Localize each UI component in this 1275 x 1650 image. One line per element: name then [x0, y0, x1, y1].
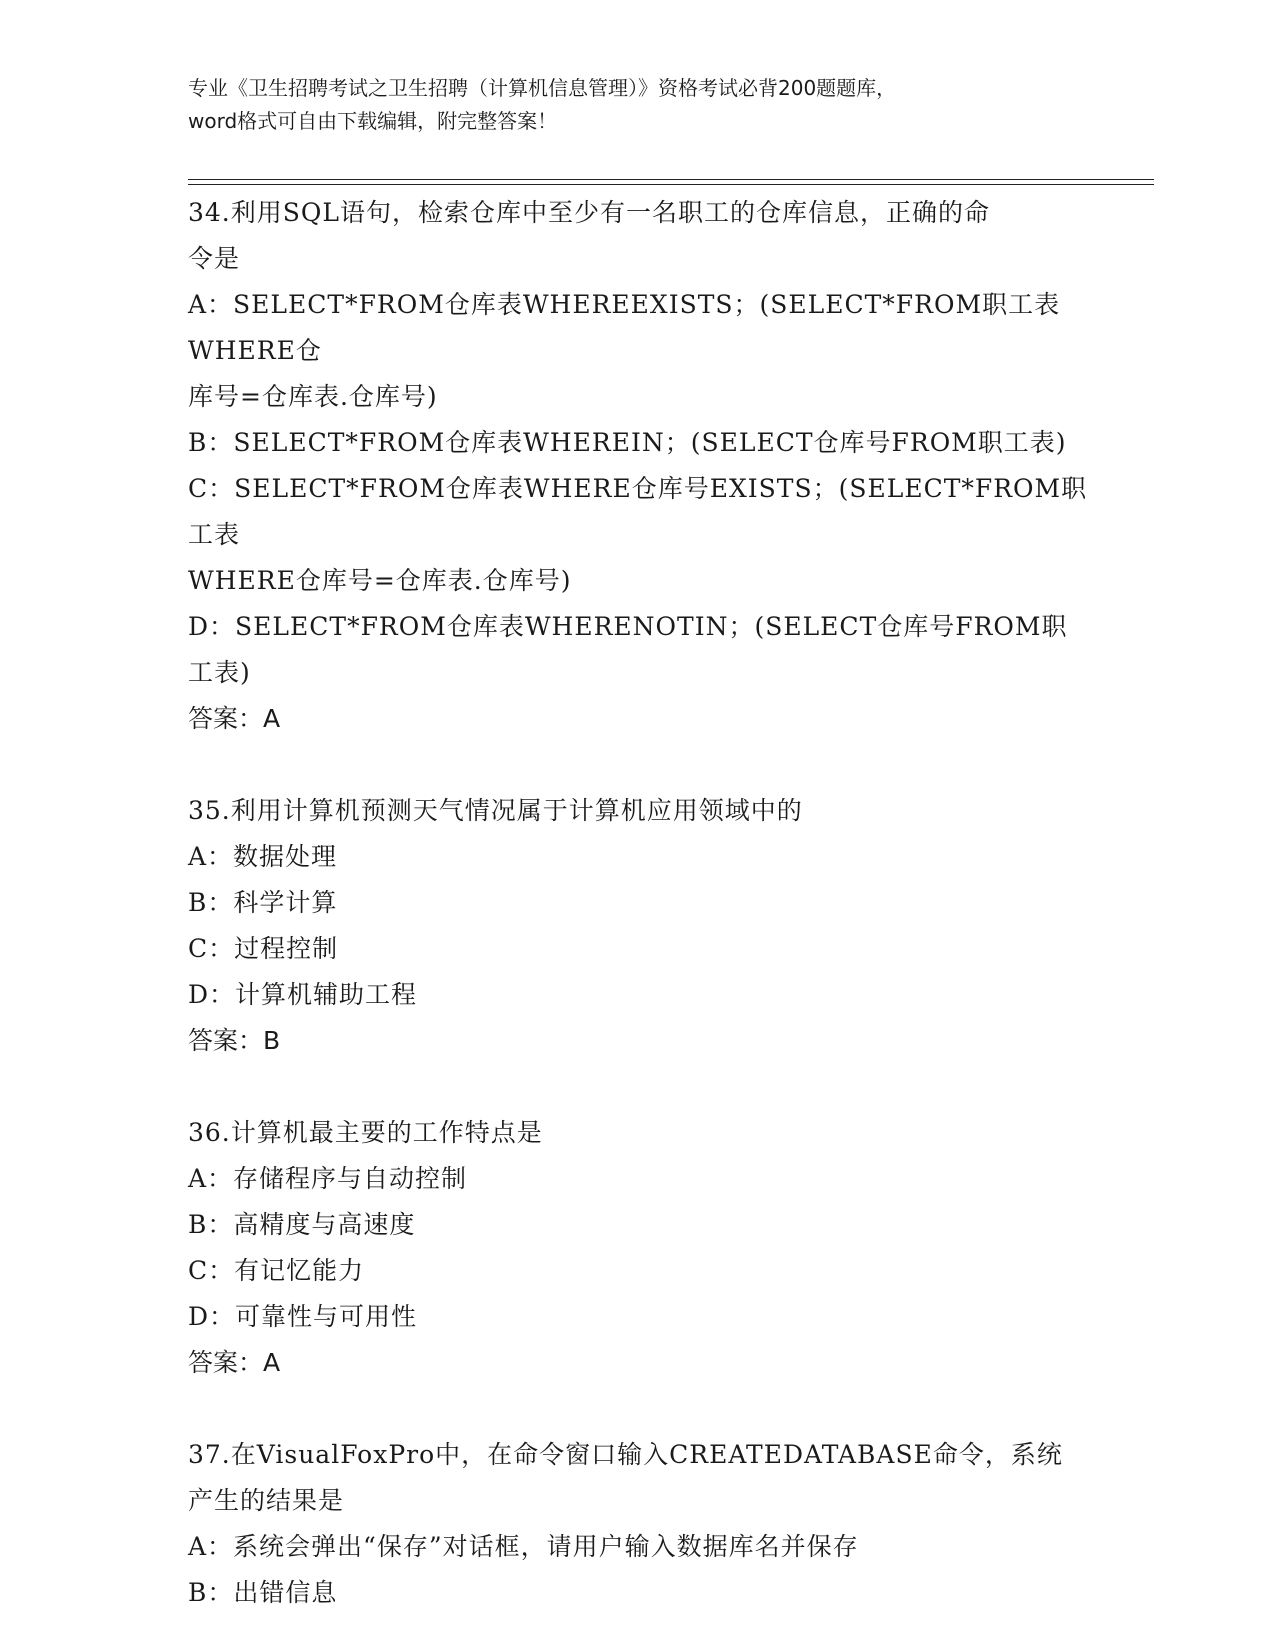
option-d: D：计算机辅助工程: [188, 980, 418, 1009]
answer: 答案：A: [188, 704, 281, 733]
question-text: 34.利用SQL语句，检索仓库中至少有一名职工的仓库信息，正确的命 令是: [188, 198, 990, 273]
answer: 答案：A: [188, 1348, 281, 1377]
option-c: C：SELECT*FROM仓库表WHERE仓库号EXISTS；(SELECT*FROM职工表 WHERE仓库号=仓库表.仓库号): [188, 474, 1088, 595]
option-a: A：系统会弹出“保存”对话框，请用户输入数据库名并保存: [188, 1532, 859, 1561]
option-d: D：可靠性与可用性: [188, 1302, 418, 1331]
question-36: [188, 1110, 1088, 1386]
option-a: A：存储程序与自动控制: [188, 1164, 468, 1193]
option-c: C：过程控制: [188, 934, 339, 963]
question-text: 35.利用计算机预测天气情况属于计算机应用领域中的: [188, 796, 803, 825]
question-text: 36.计算机最主要的工作特点是: [188, 1118, 543, 1147]
header-divider-top: [188, 179, 1154, 180]
option-a: A：SELECT*FROM仓库表WHEREEXISTS；(SELECT*FROM职工表WHERE仓 库号=仓库表.仓库号): [188, 290, 1061, 411]
question-list: [188, 190, 1088, 1616]
question-35: [188, 788, 1088, 1064]
option-b: B：科学计算: [188, 888, 338, 917]
header-divider-bottom: [188, 184, 1154, 185]
question-37: [188, 1432, 1088, 1616]
option-b: B：SELECT*FROM仓库表WHEREIN；(SELECT仓库号FROM职工表): [188, 428, 1067, 457]
option-c: C：有记忆能力: [188, 1256, 365, 1285]
option-d: D：SELECT*FROM仓库表WHERENOTIN；(SELECT仓库号FROM职工表): [188, 612, 1068, 687]
question-text: 37.在VisualFoxPro中，在命令窗口输入CREATEDATABASE命令，系统 产生的结果是: [188, 1440, 1063, 1515]
option-a: A：数据处理: [188, 842, 338, 871]
header-line-1: 专业《卫生招聘考试之卫生招聘（计算机信息管理）》资格考试必背200题题库，: [188, 76, 897, 100]
question-34: [188, 190, 1088, 742]
header-line-2: word格式可自由下载编辑，附完整答案！: [188, 109, 558, 133]
option-b: B：出错信息: [188, 1578, 338, 1607]
document-header: [188, 72, 1088, 138]
answer: 答案：B: [188, 1026, 281, 1055]
option-b: B：高精度与高速度: [188, 1210, 416, 1239]
